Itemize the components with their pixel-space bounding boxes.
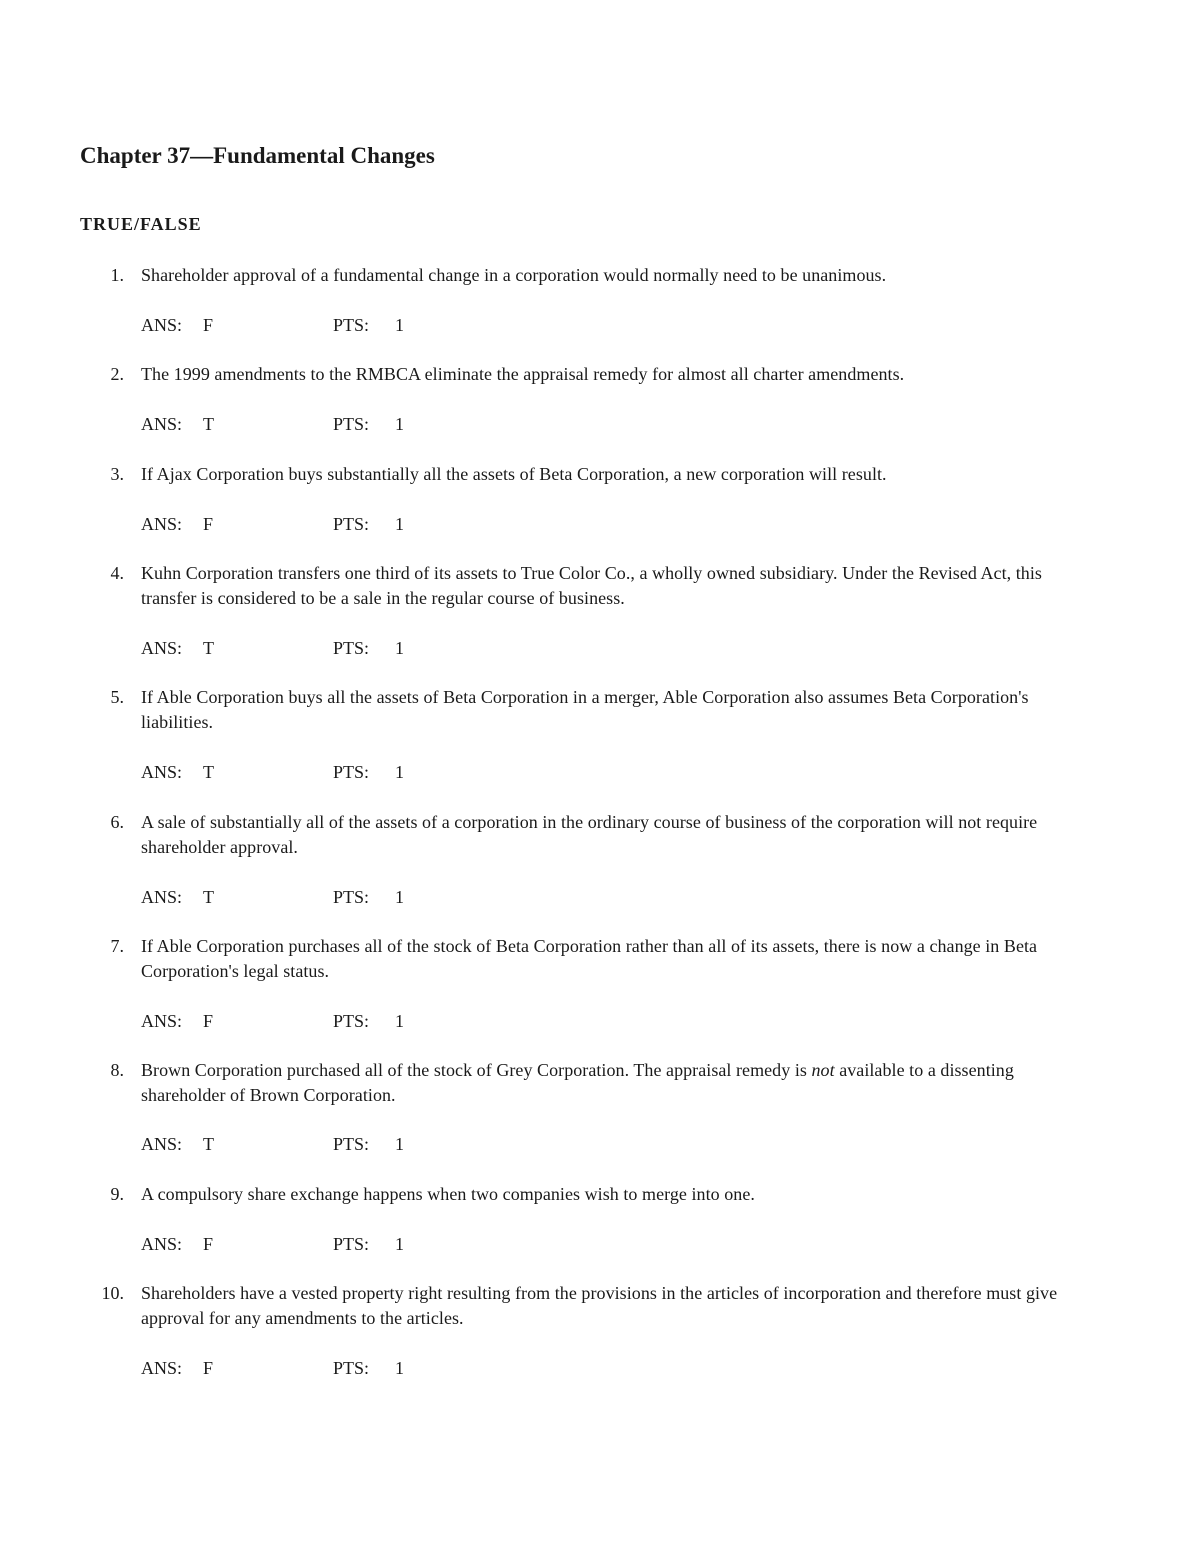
question-text: Kuhn Corporation transfers one third of its assets to True Color Co., a wholly owned subsidiary. Under the Revised Act, this transfer is considered to be a sale in the regular course of business. [141,563,1042,608]
question-number: 10. [101,1283,124,1303]
points-value: 1 [395,1011,404,1031]
answer-label: ANS: [141,638,183,658]
answer-label: ANS: [141,887,183,907]
question-text: Shareholder approval of a fundamental change in a corporation would normally need to be unanimous. [141,265,887,285]
question-number: 2. [110,364,124,384]
question-number: 8. [110,1060,124,1080]
question-text: The 1999 amendments to the RMBCA eliminate the appraisal remedy for almost all charter amendments. [141,364,905,384]
points-label: PTS: [333,1358,370,1378]
points-value: 1 [395,514,404,534]
question-number: 6. [110,812,124,832]
points-label: PTS: [333,762,370,782]
question-number: 3. [110,464,124,484]
points-label: PTS: [333,514,370,534]
points-value: 1 [395,1134,404,1154]
answer-value: F [203,1358,214,1378]
points-value: 1 [395,887,404,907]
points-label: PTS: [333,315,370,335]
points-value: 1 [395,315,404,335]
question-text: If Able Corporation buys all the assets of Beta Corporation in a merger, Able Corporation also assumes Beta Corporation's liabilities. [141,687,1029,732]
answer-value: F [203,1234,214,1254]
answer-value: T [203,414,214,434]
points-label: PTS: [333,1011,370,1031]
points-value: 1 [395,1358,404,1378]
answer-value: T [203,1134,214,1154]
chapter-title: Chapter 37—Fundamental Changes [80,143,435,168]
answer-label: ANS: [141,1134,183,1154]
question-number: 1. [110,265,124,285]
section-title: TRUE/FALSE [80,214,202,234]
points-value: 1 [395,762,404,782]
points-value: 1 [395,414,404,434]
answer-label: ANS: [141,315,183,335]
question-number: 5. [110,687,124,707]
question-number: 7. [110,936,124,956]
question-number: 9. [110,1184,124,1204]
question-number: 4. [110,563,124,583]
question-text: If Able Corporation purchases all of the stock of Beta Corporation rather than all of its assets, there is now a change in Beta Corporation's legal status. [141,936,1038,981]
answer-value: F [203,1011,214,1031]
points-label: PTS: [333,1134,370,1154]
answer-value: F [203,514,214,534]
question-text [141,1058,1071,1107]
answer-value: F [203,315,214,335]
answer-label: ANS: [141,1011,183,1031]
answer-label: ANS: [141,414,183,434]
answer-value: T [203,638,214,658]
answer-label: ANS: [141,762,183,782]
points-label: PTS: [333,887,370,907]
answer-label: ANS: [141,1234,183,1254]
points-label: PTS: [333,414,370,434]
answer-value: T [203,887,214,907]
question-text-emphasis: not [811,1060,835,1080]
question-text: If Ajax Corporation buys substantially all the assets of Beta Corporation, a new corporation will result. [141,464,887,484]
points-value: 1 [395,638,404,658]
question-text: A sale of substantially all of the assets of a corporation in the ordinary course of business of the corporation will not require shareholder approval. [141,812,1038,857]
question-text-part: Brown Corporation purchased all of the stock of Grey Corporation. The appraisal remedy is [141,1060,812,1080]
question-text: Shareholders have a vested property right resulting from the provisions in the articles of incorporation and therefore must give approval for any amendments to the articles. [141,1283,1058,1328]
answer-label: ANS: [141,514,183,534]
points-label: PTS: [333,1234,370,1254]
question-text: A compulsory share exchange happens when two companies wish to merge into one. [141,1184,755,1204]
question-text-part: available to a dissenting shareholder of Brown Corporation. [141,1060,1014,1105]
answer-value: T [203,762,214,782]
answer-label: ANS: [141,1358,183,1378]
points-value: 1 [395,1234,404,1254]
points-label: PTS: [333,638,370,658]
